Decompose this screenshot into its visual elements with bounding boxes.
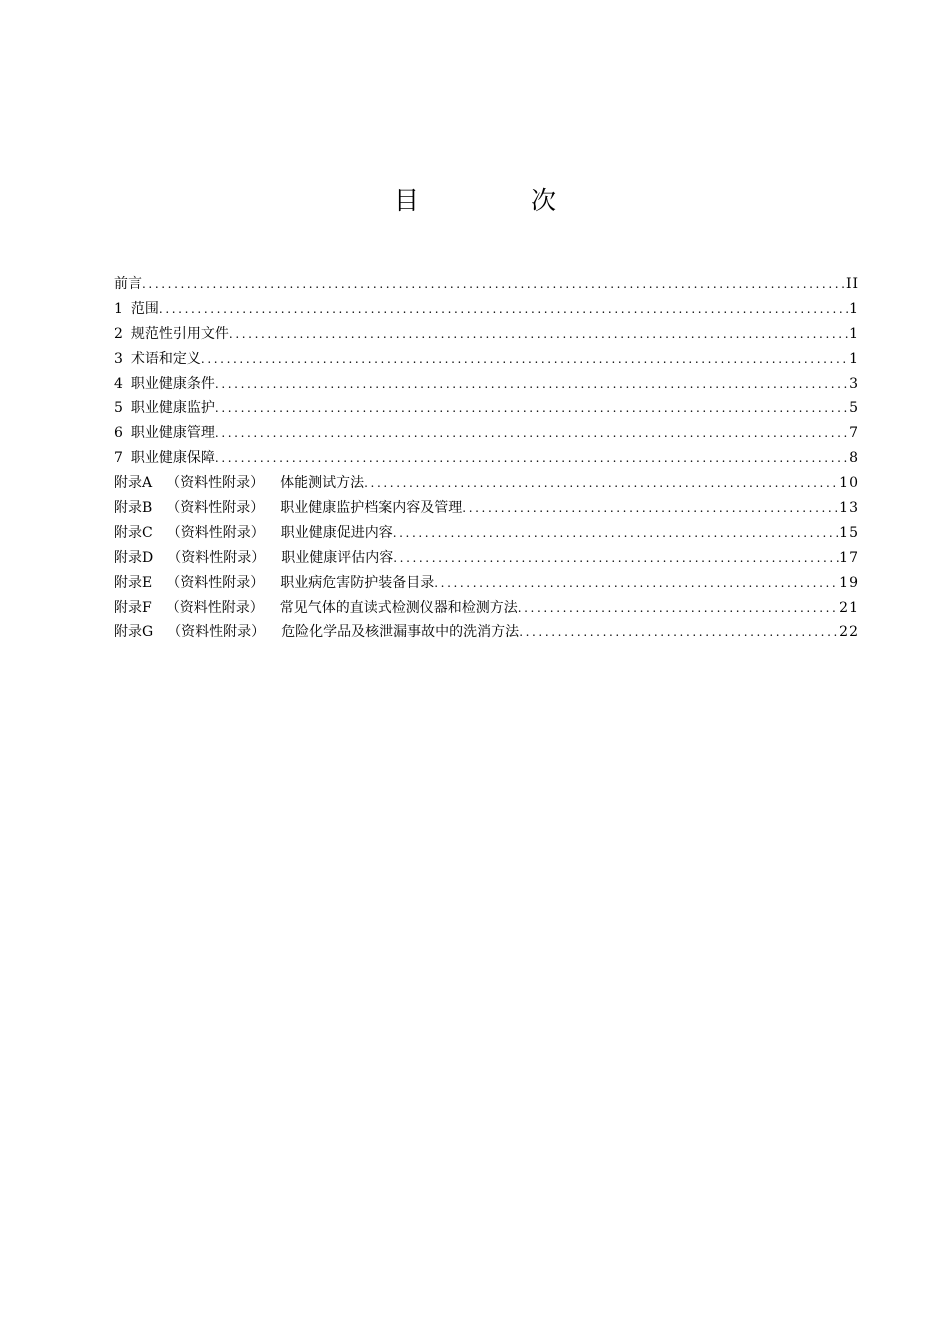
- toc-entry-normative-references[interactable]: [114, 322, 859, 347]
- toc-entry-label: [114, 322, 229, 347]
- toc-entry-title: 职业健康管理: [130, 425, 215, 442]
- toc-entry-title: 职业健康保障: [130, 450, 215, 467]
- toc-entry-label: [114, 446, 215, 471]
- toc-entry-health-management[interactable]: [114, 421, 859, 446]
- toc-entry-label: [114, 347, 201, 372]
- toc-annex-kind: （资料性附录）: [166, 574, 265, 591]
- toc-entry-label: [114, 521, 393, 546]
- toc-entry-foreword[interactable]: [114, 272, 859, 297]
- toc-entry-title: 常见气体的直读式检测仪器和检测方法: [279, 599, 518, 616]
- toc-leader-dots: [462, 496, 839, 521]
- toc-entry-label: [114, 620, 519, 645]
- toc-page-number: 5: [849, 400, 859, 417]
- toc-leader-dots: [393, 521, 839, 546]
- toc-entry-title: 规范性引用文件: [130, 325, 229, 342]
- toc-annex-id: 附录F: [114, 599, 152, 616]
- toc-leader-dots: [364, 471, 839, 496]
- toc-section-number: 2: [114, 325, 123, 342]
- toc-entry-terms-definitions[interactable]: [114, 347, 859, 372]
- toc-leader-dots: [201, 347, 849, 372]
- toc-entry-annex-b[interactable]: [114, 496, 859, 521]
- toc-entry-health-conditions[interactable]: [114, 372, 859, 397]
- toc-annex-id: 附录E: [114, 574, 153, 591]
- toc-entry-title: 职业健康评估内容: [281, 549, 394, 566]
- toc-entry-label: [114, 297, 159, 322]
- toc-annex-kind: （资料性附录）: [167, 624, 266, 641]
- toc-leader-dots: [159, 297, 849, 322]
- toc-entry-annex-d[interactable]: [114, 546, 859, 571]
- toc-page-number: 1: [849, 300, 859, 317]
- toc-entry-label: [114, 396, 215, 421]
- toc-entry-label: [114, 471, 364, 496]
- toc-annex-kind: （资料性附录）: [165, 599, 264, 616]
- toc-page-number: 7: [849, 425, 859, 442]
- toc-annex-kind: （资料性附录）: [166, 475, 265, 492]
- toc-section-number: 5: [114, 400, 123, 417]
- toc-page-number: 8: [849, 450, 859, 467]
- toc-page-number: 10: [839, 475, 859, 492]
- toc-entry-label: [114, 272, 142, 297]
- toc-entry-label: [114, 596, 518, 621]
- toc-section-number: 7: [114, 450, 123, 467]
- toc-section-number: 3: [114, 350, 123, 367]
- toc-entry-health-protection[interactable]: [114, 446, 859, 471]
- toc-page-number: II: [845, 276, 859, 292]
- toc-entry-label: [114, 571, 434, 596]
- toc-entry-title: 职业健康条件: [130, 375, 215, 392]
- toc-page-number: 1: [849, 350, 859, 367]
- toc-annex-id: 附录D: [114, 549, 154, 566]
- toc-entry-label: [114, 496, 462, 521]
- toc-entry-label: [114, 546, 393, 571]
- toc-annex-kind: （资料性附录）: [166, 500, 265, 517]
- toc-leader-dots: [519, 620, 839, 645]
- toc-entry-title: 职业健康监护档案内容及管理: [280, 500, 463, 517]
- toc-page-number: 19: [839, 574, 859, 591]
- toc-entry-annex-g[interactable]: [114, 620, 859, 645]
- toc-section-number: 1: [114, 300, 123, 317]
- toc-entry-annex-e[interactable]: [114, 571, 859, 596]
- toc-leader-dots: [142, 272, 846, 297]
- toc-section-number: 4: [114, 375, 123, 392]
- toc-section-number: 6: [114, 425, 123, 442]
- toc-entry-title: 范围: [130, 300, 159, 317]
- toc-annex-id: 附录B: [114, 500, 153, 517]
- toc-annex-kind: （资料性附录）: [167, 549, 266, 566]
- toc-entry-label: [114, 421, 215, 446]
- toc-page-number: 3: [849, 375, 859, 392]
- toc-leader-dots: [215, 421, 849, 446]
- toc-page-number: 22: [839, 624, 859, 641]
- toc-page-number: 15: [839, 524, 859, 541]
- toc-entry-annex-c[interactable]: [114, 521, 859, 546]
- page-title: 目 次: [394, 186, 608, 215]
- toc-entry-title: 职业病危害防护装备目录: [280, 574, 435, 591]
- table-of-contents: [114, 272, 859, 645]
- toc-entry-scope[interactable]: [114, 297, 859, 322]
- toc-leader-dots: [215, 396, 849, 421]
- toc-leader-dots: [215, 372, 849, 397]
- toc-page-number: 17: [839, 549, 859, 566]
- toc-page-number: 21: [839, 599, 859, 616]
- toc-entry-annex-a[interactable]: [114, 471, 859, 496]
- toc-annex-id: 附录A: [114, 475, 153, 492]
- toc-leader-dots: [393, 546, 839, 571]
- toc-leader-dots: [434, 571, 839, 596]
- toc-leader-dots: [518, 596, 839, 621]
- toc-leader-dots: [215, 446, 849, 471]
- toc-entry-annex-f[interactable]: [114, 596, 859, 621]
- toc-page-number: 1: [849, 325, 859, 342]
- toc-entry-health-surveillance[interactable]: [114, 396, 859, 421]
- toc-annex-id: 附录C: [114, 524, 153, 541]
- toc-page-number: 13: [839, 500, 859, 517]
- toc-annex-kind: （资料性附录）: [166, 524, 265, 541]
- toc-entry-title: 术语和定义: [130, 350, 201, 367]
- toc-entry-title: 前言: [114, 276, 142, 292]
- toc-entry-title: 危险化学品及核泄漏事故中的洗消方法: [281, 624, 520, 641]
- toc-annex-id: 附录G: [114, 624, 154, 641]
- toc-entry-title: 体能测试方法: [280, 475, 365, 492]
- toc-entry-title: 职业健康促进内容: [280, 524, 393, 541]
- toc-leader-dots: [229, 322, 849, 347]
- toc-entry-title: 职业健康监护: [130, 400, 215, 417]
- toc-entry-label: [114, 372, 215, 397]
